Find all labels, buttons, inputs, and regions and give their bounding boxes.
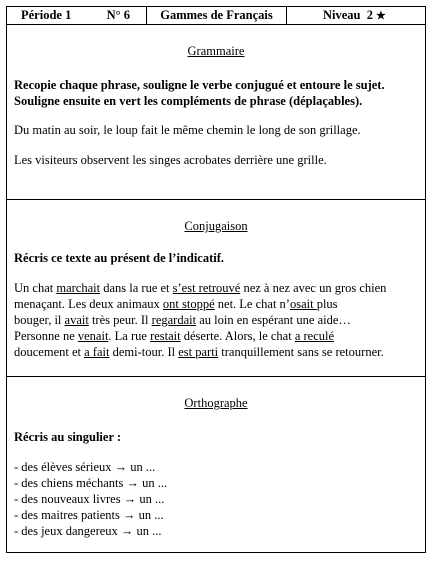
- list-item: - des nouveaux livres → un ...: [14, 492, 165, 506]
- periode-label: Période 1: [21, 8, 72, 22]
- list-item: - des maitres patients → un ...: [14, 508, 164, 522]
- conjugaison-title: Conjugaison: [184, 219, 248, 233]
- verb-underlined: s’est retrouvé: [172, 281, 241, 295]
- numero-label: N° 6: [106, 8, 130, 22]
- verb-underlined: restait: [150, 329, 181, 343]
- header-title-cell: [147, 7, 287, 24]
- grammaire-sentence-1: Du matin au soir, le loup fait le même chemin le long de son grillage.: [14, 123, 361, 137]
- text-line-3: bouger, il avait très peur. Il regardait au loin en espérant une aide…: [14, 313, 351, 327]
- grammaire-sentence-2: Les visiteurs observent les singes acrobates derrière une grille.: [14, 153, 327, 167]
- text-line-5: doucement et a fait demi-tour. Il est parti tranquillement sans se retourner.: [14, 345, 384, 359]
- conjugaison-text: [14, 280, 417, 360]
- conjugaison-instruction: Récris ce texte au présent de l’indicatif.: [14, 251, 225, 265]
- list-item: - des élèves sérieux → un ...: [14, 460, 156, 474]
- orthographe-list: [14, 459, 417, 539]
- verb-underlined: avait: [64, 313, 89, 327]
- section-grammaire: [6, 25, 426, 200]
- grammaire-title: Grammaire: [187, 44, 245, 58]
- verb-underlined: est parti: [178, 345, 219, 359]
- verb-underlined: regardait: [151, 313, 197, 327]
- verb-underlined: a fait: [84, 345, 110, 359]
- section-orthographe: [6, 377, 426, 553]
- niveau-label: Niveau 2: [323, 8, 373, 22]
- text-line-2: menaçant. Les deux animaux ont stoppé net. Le chat n’osait plus: [14, 297, 338, 311]
- orthographe-title: Orthographe: [184, 396, 248, 410]
- header-periode-cell: [7, 7, 147, 24]
- header-table: [6, 6, 426, 25]
- verb-underlined: venait: [77, 329, 109, 343]
- text-line-4: Personne ne venait. La rue restait déserte. Alors, le chat a reculé: [14, 329, 335, 343]
- star-icon: ★: [376, 10, 386, 22]
- text-line-1: Un chat marchait dans la rue et s’est retrouvé nez à nez avec un gros chien: [14, 281, 387, 295]
- verb-underlined: a reculé: [294, 329, 335, 343]
- page-title: Gammes de Français: [160, 8, 273, 22]
- header-niveau-cell: [287, 7, 425, 24]
- list-item: - des jeux dangereux → un ...: [14, 524, 162, 538]
- section-conjugaison: [6, 200, 426, 377]
- grammaire-instruction: Recopie chaque phrase, souligne le verbe conjugué et entoure le sujet. Souligne ensuite en vert les compléments de phrase (déplaçables).: [14, 78, 385, 108]
- verb-underlined: marchait: [56, 281, 101, 295]
- verb-underlined: osait: [289, 297, 317, 311]
- list-item: - des chiens méchants → un ...: [14, 476, 168, 490]
- orthographe-instruction: Récris au singulier :: [14, 430, 122, 444]
- verb-underlined: ont stoppé: [162, 297, 215, 311]
